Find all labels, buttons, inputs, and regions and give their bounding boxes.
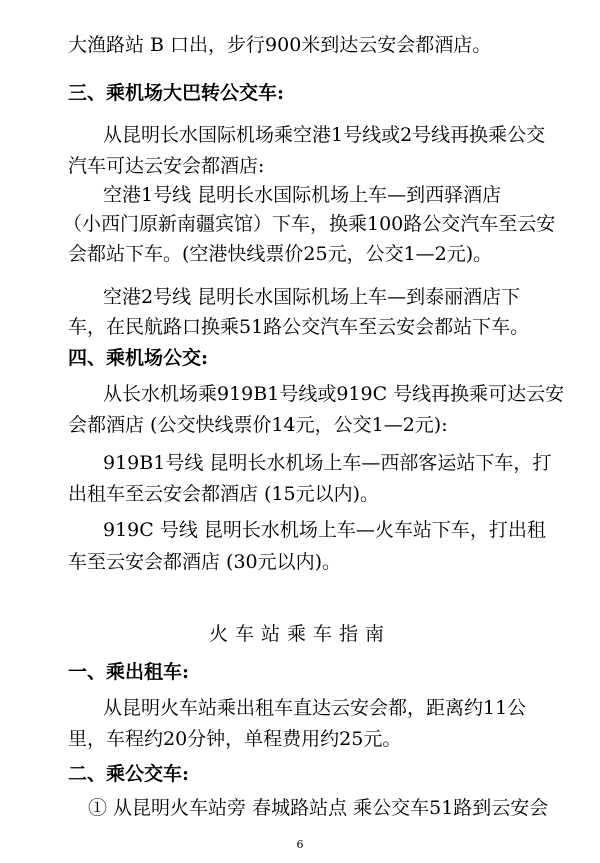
text-line: 从长水机场乘919B1号线或919C 号线再换乘可达云安: [103, 383, 565, 405]
list-item: ① 从昆明火车站旁 春城路站点 乘公交车51路到云安会: [88, 797, 549, 819]
section-title: 火车站乘车指南: [208, 623, 391, 645]
text-line: 车至云安会都酒店 (30元以内)。: [68, 551, 342, 573]
section-heading: 二、乘公交车:: [68, 763, 190, 785]
section-heading: 四、乘机场公交:: [68, 347, 209, 369]
text-line: 从昆明长水国际机场乘空港1号线或2号线再换乘公交: [103, 124, 546, 146]
text-line: 会都酒店 (公交快线票价14元，公交1—2元):: [68, 414, 448, 436]
text-line: 里，车程约20分钟，单程费用约25元。: [68, 728, 402, 750]
text-line: 车，在民航路口换乘51路公交汽车至云安会都站下车。: [68, 316, 530, 338]
section-heading: 三、乘机场大巴转公交车:: [68, 82, 285, 104]
text-line: （小西门原新南疆宾馆）下车，换乘100路公交汽车至云安: [63, 213, 556, 235]
text-line: 空港2号线 昆明长水国际机场上车—到泰丽酒店下: [103, 286, 521, 308]
text-line: 919C 号线 昆明长水机场上车—火车站下车，打出租: [103, 519, 546, 541]
text-line: 汽车可达云安会都酒店:: [68, 155, 265, 177]
text-line: 从昆明火车站乘出租车直达云安会都，距离约11公: [103, 697, 527, 719]
text-line: 出租车至云安会都酒店 (15元以内)。: [68, 483, 380, 505]
page-number: 6: [296, 838, 304, 851]
text-line: 919B1号线 昆明长水机场上车—西部客运站下车，打: [103, 452, 552, 474]
section-heading: 一、乘出租车:: [68, 661, 190, 683]
text-line: 大渔路站 B 口出，步行900米到达云安会都酒店。: [68, 34, 492, 56]
text-line: 空港1号线 昆明长水国际机场上车—到西驿酒店: [103, 184, 502, 206]
text-line: 会都站下车。(空港快线票价25元，公交1—2元)。: [68, 243, 493, 265]
